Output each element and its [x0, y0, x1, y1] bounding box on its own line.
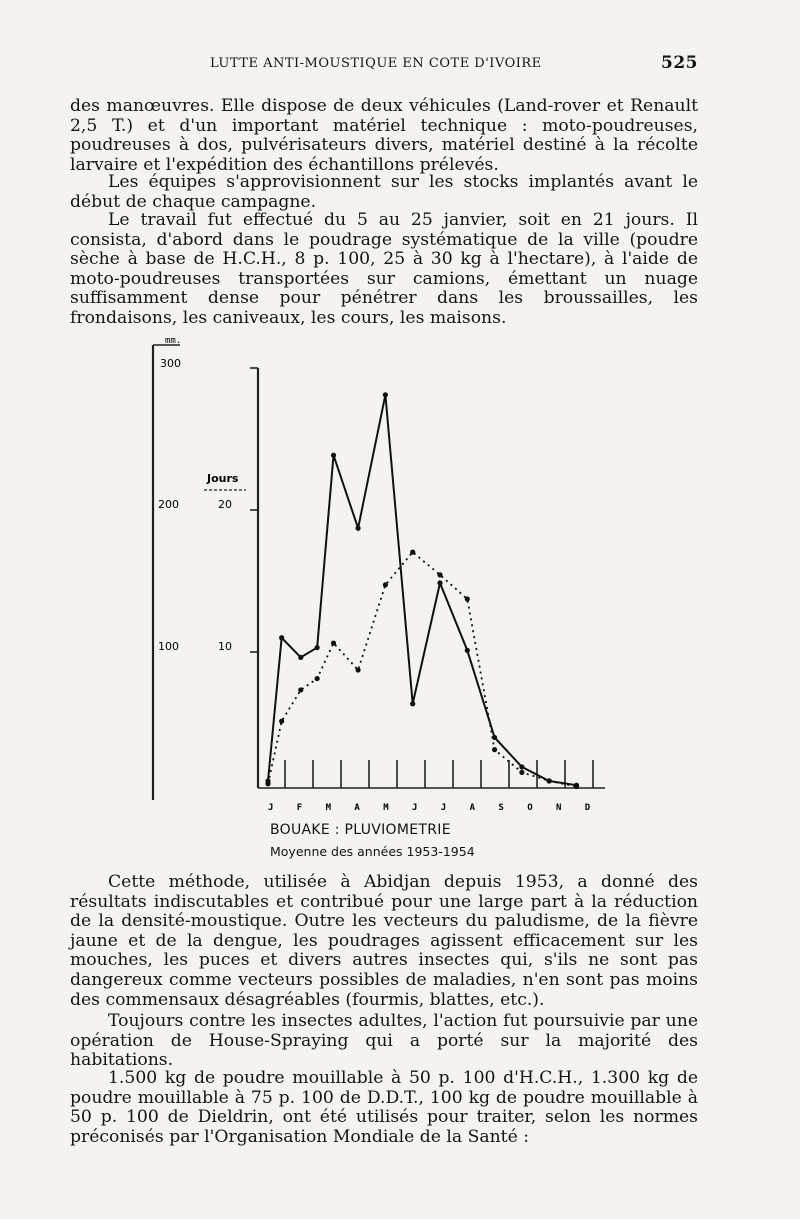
- month-label: F: [296, 803, 303, 813]
- month-label: J: [412, 803, 418, 813]
- month-label: O: [527, 803, 533, 813]
- left-tick-100: 100: [158, 640, 179, 653]
- paragraph-equipment: des manœuvres. Elle dispose de deux véhicules (Land-rover et Renault 2,5 T.) et d'un important matériel technique : moto-poudreuses, poudreuses à dos, pulvérisateurs divers, matériel destiné à la récolte larvaire et l'expédition des échantillons prélevés.: [70, 96, 698, 175]
- series-group: [265, 392, 579, 789]
- rainfall-figure: [0, 330, 800, 870]
- rain-days-point: [383, 582, 388, 587]
- left-tick-200: 200: [158, 498, 179, 511]
- rainfall-point: [437, 580, 442, 585]
- left-unit-label: mm.: [165, 336, 182, 346]
- figure-caption-subtitle: Moyenne des années 1953-1954: [270, 844, 475, 859]
- month-label: S: [498, 803, 504, 813]
- paragraph-house-spraying: Toujours contre les insectes adultes, l'action fut poursuivie par une opération de House-Spraying qui a porté sur la majorité des habitations.: [70, 1011, 698, 1071]
- figure-caption-title: BOUAKE : PLUVIOMETRIE: [270, 822, 451, 838]
- paragraph-method: Cette méthode, utilisée à Abidjan depuis 1953, a donné des résultats indiscutables et contribué pour une large part à la réduction de la densité-moustique. Outre les vecteurs du paludisme, de la fièvre jaune et de la dengue, les poudrages agissent efficacement sur les mouches, les puces et divers autres insectes qui, s'ils ne sont pas dangereux comme vecteurs possibles de maladies, n'en sont pas moins des commensaux désagréables (fourmis, blattes, etc.).: [70, 872, 698, 1010]
- rainfall-point: [410, 701, 415, 706]
- paragraph-supplies: Les équipes s'approvisionnent sur les stocks implantés avant le début de chaque campagne.: [70, 172, 698, 212]
- month-label: N: [556, 803, 562, 813]
- month-label: D: [584, 803, 591, 813]
- rainfall-point: [298, 655, 303, 660]
- rain-days-point: [279, 719, 284, 724]
- rainfall-point: [279, 635, 284, 640]
- rainfall-point: [315, 645, 320, 650]
- running-title: LUTTE ANTI-MOUSTIQUE EN COTE D'IVOIRE: [210, 56, 542, 71]
- rainfall-point: [355, 526, 360, 531]
- rainfall-point: [331, 453, 336, 458]
- right-unit-label: Jours: [207, 472, 239, 485]
- month-ticks: [285, 760, 593, 788]
- rain-days-point: [315, 676, 320, 681]
- month-label: A: [469, 803, 476, 813]
- rainfall-line: [268, 395, 576, 785]
- rain-days-point: [547, 778, 552, 783]
- rainfall-point: [383, 392, 388, 397]
- rain-days-point: [465, 596, 470, 601]
- month-label: M: [383, 803, 389, 813]
- rain-days-point: [410, 550, 415, 555]
- paragraph-quantities: 1.500 kg de poudre mouillable à 50 p. 100 d'H.C.H., 1.300 kg de poudre mouillable à 75 p. 100 de D.D.T., 100 kg de poudre mouillable à 50 p. 100 de Dieldrin, ont été utilisés pour traiter, selon les normes préconisés par l'Organisation Mondiale de la Santé :: [70, 1068, 698, 1147]
- page-number: 525: [661, 53, 698, 73]
- right-tick-10: 10: [218, 640, 232, 653]
- rain-days-point: [298, 687, 303, 692]
- rain-days-point: [574, 784, 579, 789]
- rain-days-point: [265, 781, 270, 786]
- rain-days-point: [331, 640, 336, 645]
- rain-days-point: [492, 747, 497, 752]
- rainfall-chart: [0, 330, 800, 830]
- left-tick-300: 300: [160, 357, 181, 370]
- month-label: J: [268, 803, 274, 813]
- month-label: M: [325, 803, 332, 813]
- rain-days-point: [519, 770, 524, 775]
- month-label: A: [354, 803, 360, 813]
- rain-days-point: [355, 667, 360, 672]
- paragraph-work: Le travail fut effectué du 5 au 25 janvier, soit en 21 jours. Il consista, d'abord dans le poudrage systématique de la ville (poudre sèche à base de H.C.H., 8 p. 100, 25 à 30 kg à l'hectare), à l'aide de moto-poudreuses transportées sur camions, émettant un nuage suffisamment dense pour pénétrer dans les broussailles, les frondaisons, les caniveaux, les cours, les maisons.: [70, 210, 698, 328]
- rainfall-point: [465, 648, 470, 653]
- rain-days-point: [437, 572, 442, 577]
- month-labels: [268, 803, 591, 813]
- rain-days-line: [268, 552, 576, 786]
- month-label: J: [440, 803, 447, 813]
- rainfall-point: [519, 764, 524, 769]
- right-tick-20: 20: [218, 498, 232, 511]
